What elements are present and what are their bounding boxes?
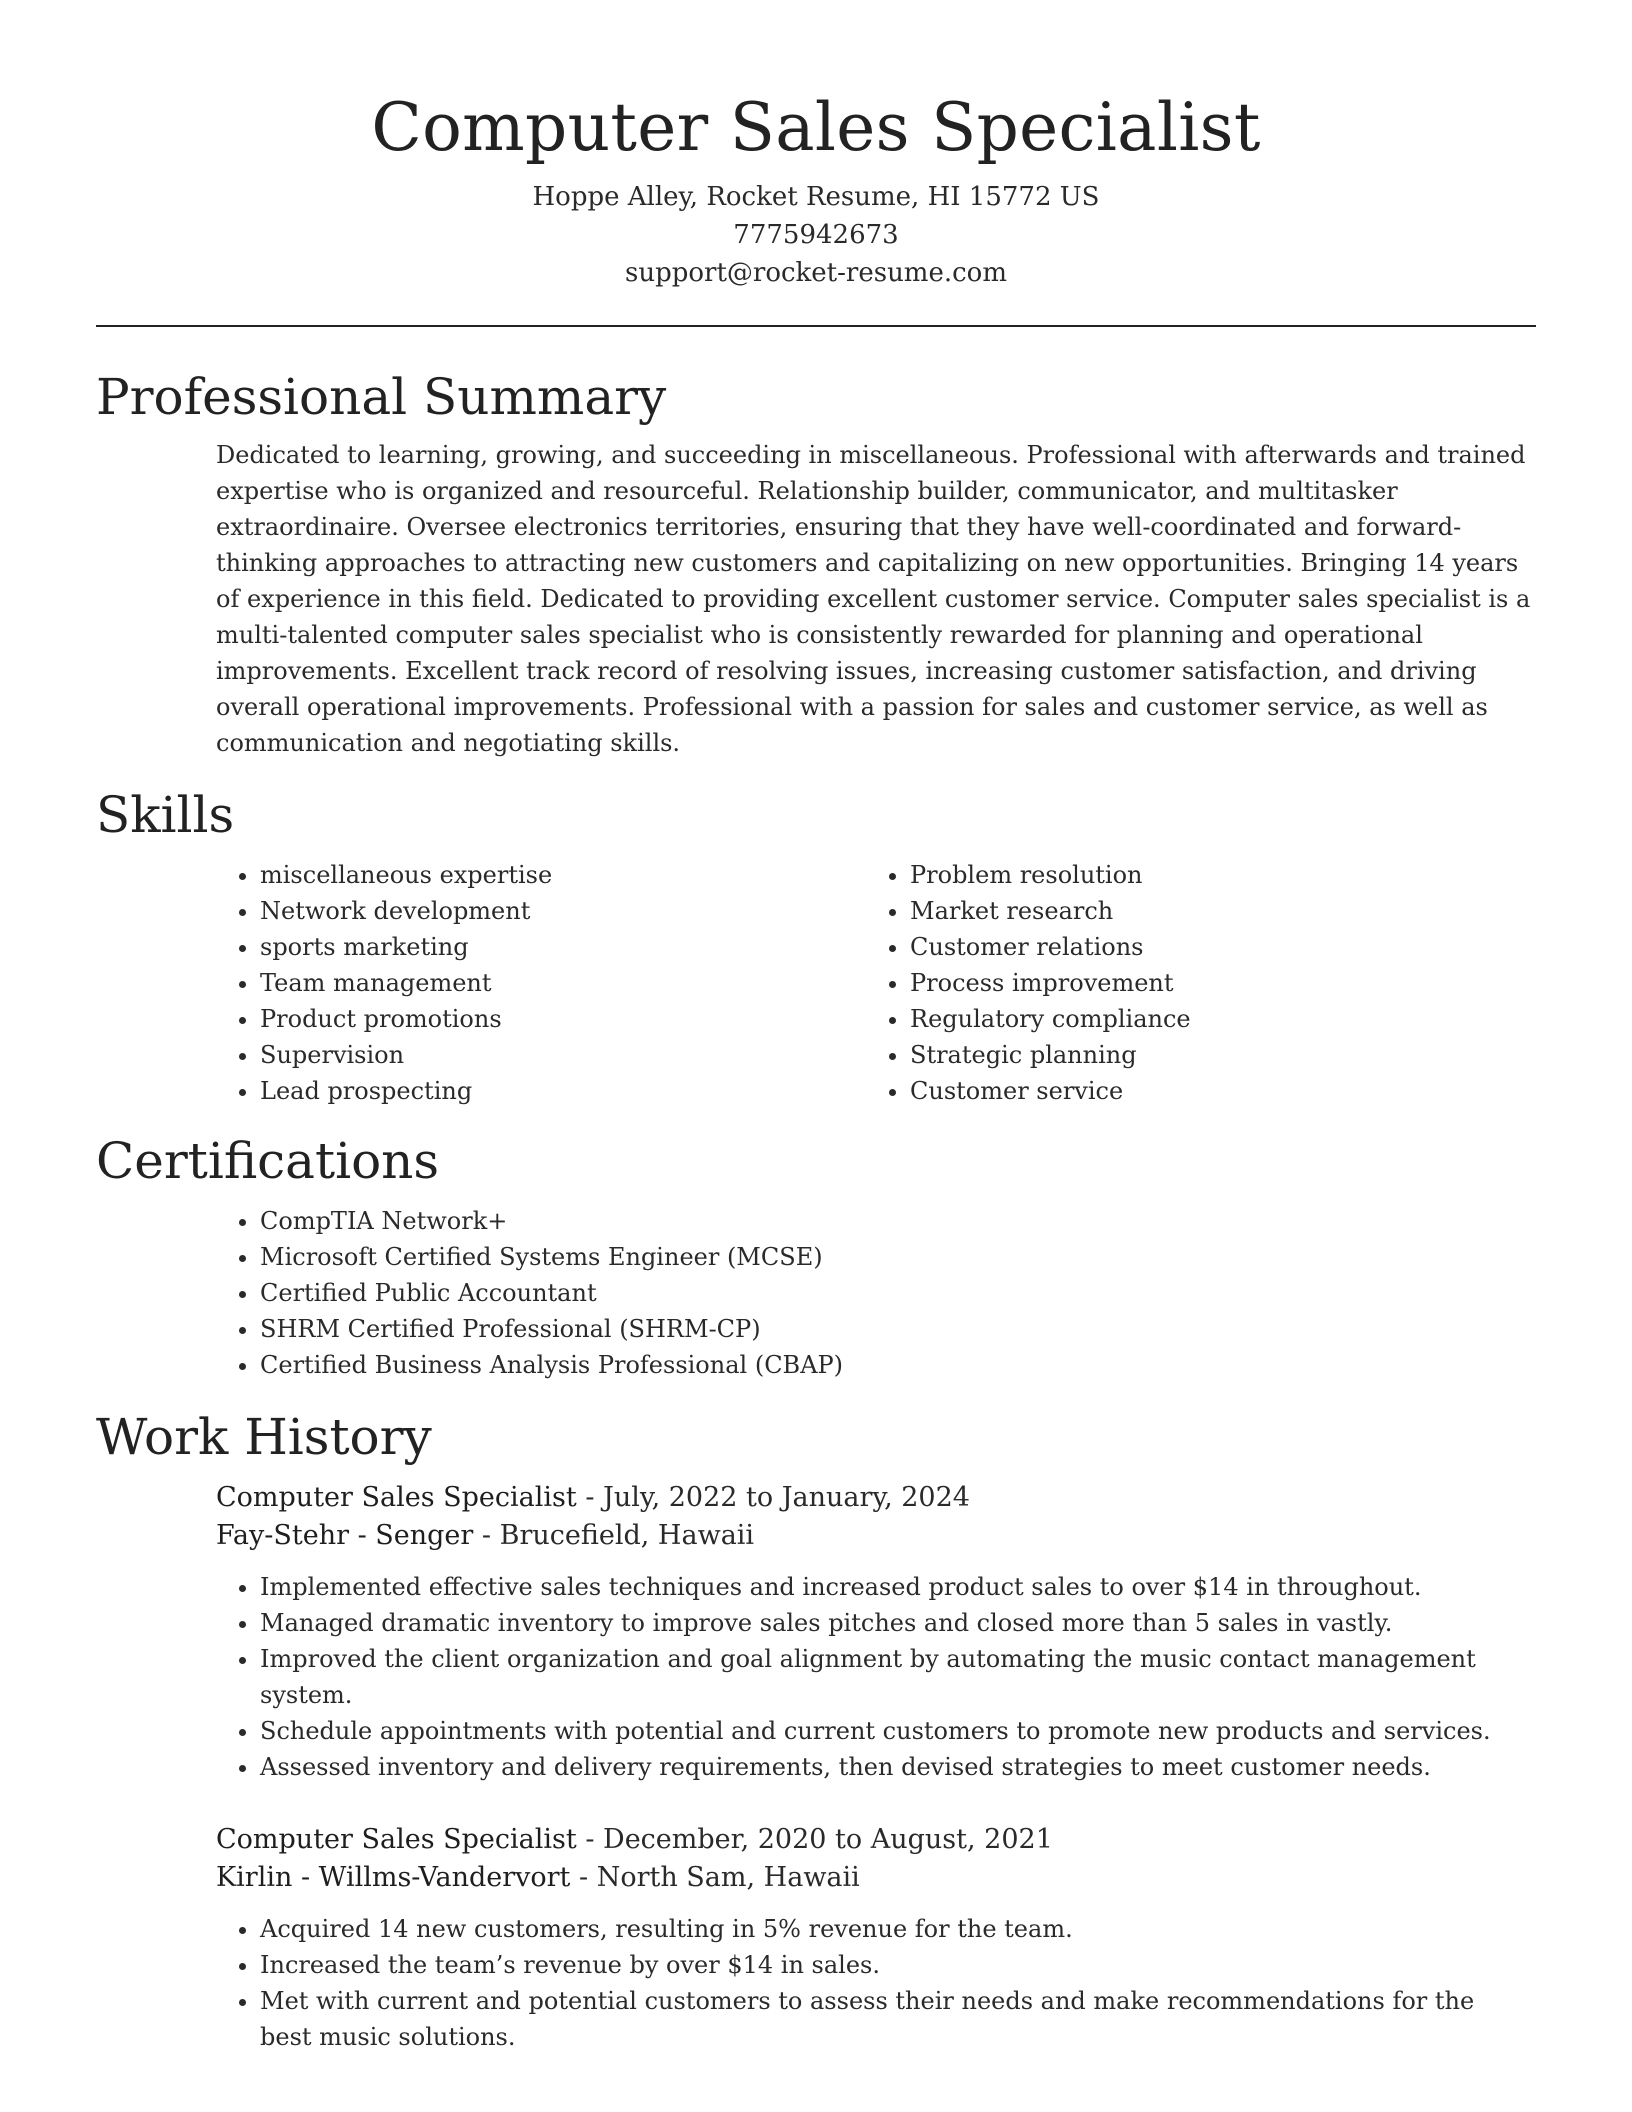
certification-item: • Microsoft Certified Systems Engineer (MCSE) <box>260 1239 1536 1275</box>
job-duty-item: • Increased the team’s revenue by over $14 in sales. <box>260 1947 1526 1983</box>
skill-item: • Product promotions <box>260 1001 866 1037</box>
job-dates: July, 2022 to January, 2024 <box>603 1482 970 1513</box>
job-duties <box>216 1911 1526 2055</box>
skills-list-left <box>216 857 866 1109</box>
skill-item: • Customer relations <box>910 929 1516 965</box>
job-duty-item: • Schedule appointments with potential and current customers to promote new products and services. <box>260 1713 1526 1749</box>
skill-item: • Regulatory compliance <box>910 1001 1516 1037</box>
job-duties-list <box>216 1911 1526 2055</box>
skill-item: • Customer service <box>910 1073 1516 1109</box>
skill-item: • Lead prospecting <box>260 1073 866 1109</box>
skills-column-left <box>216 857 866 1109</box>
resume-page <box>96 0 1536 2055</box>
skill-item: • sports marketing <box>260 929 866 965</box>
contact-address: Hoppe Alley, Rocket Resume, HI 15772 US <box>532 182 1100 212</box>
header-divider <box>96 325 1536 327</box>
job-location: Brucefield, Hawaii <box>499 1520 755 1551</box>
certifications-list <box>216 1203 1536 1383</box>
skill-item: • Team management <box>260 965 866 1001</box>
job-duty-item: • Acquired 14 new customers, resulting in 5% revenue for the team. <box>260 1911 1526 1947</box>
job-company: Kirlin - Willms-Vandervort <box>216 1862 571 1893</box>
section-title-work-history: Work History <box>96 1408 432 1466</box>
job-company-line: Kirlin - Willms-Vandervort - North Sam, Hawaii <box>216 1862 860 1893</box>
section-title-certifications: Certifications <box>96 1132 440 1190</box>
skill-item: • Market research <box>910 893 1516 929</box>
job-title-line: Computer Sales Specialist - July, 2022 to January, 2024 <box>216 1482 970 1513</box>
job-duties-list <box>216 1569 1526 1785</box>
certification-item: • SHRM Certified Professional (SHRM-CP) <box>260 1311 1536 1347</box>
skills-grid <box>216 857 1536 1109</box>
job-duty-item: • Managed dramatic inventory to improve sales pitches and closed more than 5 sales in vastly. <box>260 1605 1526 1641</box>
contact-info <box>96 178 1536 292</box>
skill-item: • Network development <box>260 893 866 929</box>
job-dates: December, 2020 to August, 2021 <box>603 1824 1053 1855</box>
skill-item: • Problem resolution <box>910 857 1516 893</box>
job-location: North Sam, Hawaii <box>596 1862 860 1893</box>
job-duty-item: • Improved the client organization and goal alignment by automating the music contact management system. <box>260 1641 1526 1713</box>
skill-item: • Process improvement <box>910 965 1516 1001</box>
section-title-skills: Skills <box>96 786 235 844</box>
candidate-name: Computer Sales Specialist <box>371 89 1261 166</box>
skills-column-right <box>866 857 1516 1109</box>
certification-item: • CompTIA Network+ <box>260 1203 1536 1239</box>
certification-item: • Certified Public Accountant <box>260 1275 1536 1311</box>
contact-phone: 7775942673 <box>733 220 899 250</box>
job-entry <box>216 1479 1536 1785</box>
certification-item: • Certified Business Analysis Professional (CBAP) <box>260 1347 1536 1383</box>
section-title-summary: Professional Summary <box>96 368 667 426</box>
job-entry <box>216 1821 1536 2055</box>
job-title-line: Computer Sales Specialist - December, 2020 to August, 2021 <box>216 1824 1053 1855</box>
summary-text: Dedicated to learning, growing, and succeeding in miscellaneous. Professional with afterwards and trained expertise who is organized and resourceful. Relationship builder, communicator, and multitasker extraordinaire. Oversee electronics territories, ensuring that they have well-coordinated and forward-thinking approaches to attracting new customers and capitalizing on new opportunities. Bringing 14 years of experience in this field. Dedicated to providing excellent customer service. Computer sales specialist is a multi-talented computer sales specialist who is consistently rewarded for planning and operational improvements. Excellent track record of resolving issues, increasing customer satisfaction, and driving overall operational improvements. Professional with a passion for sales and customer service, as well as communication and negotiating skills. <box>216 441 1531 757</box>
job-company-line: Fay-Stehr - Senger - Brucefield, Hawaii <box>216 1520 755 1551</box>
job-company: Fay-Stehr - Senger <box>216 1520 474 1551</box>
job-duty-item: • Implemented effective sales techniques and increased product sales to over $14 in throughout. <box>260 1569 1526 1605</box>
skills-list-right <box>866 857 1516 1109</box>
skill-item: • Strategic planning <box>910 1037 1516 1073</box>
job-duty-item: • Met with current and potential customers to assess their needs and make recommendations for the best music solutions. <box>260 1983 1526 2055</box>
contact-email: support@rocket-resume.com <box>624 258 1007 288</box>
job-role: Computer Sales Specialist <box>216 1824 577 1855</box>
job-duties <box>216 1569 1526 1785</box>
skill-item: • miscellaneous expertise <box>260 857 866 893</box>
resume-header <box>96 0 1536 292</box>
job-duty-item: • Assessed inventory and delivery requirements, then devised strategies to meet customer needs. <box>260 1749 1526 1785</box>
certifications-block <box>216 1203 1536 1383</box>
skill-item: • Supervision <box>260 1037 866 1073</box>
job-role: Computer Sales Specialist <box>216 1482 577 1513</box>
